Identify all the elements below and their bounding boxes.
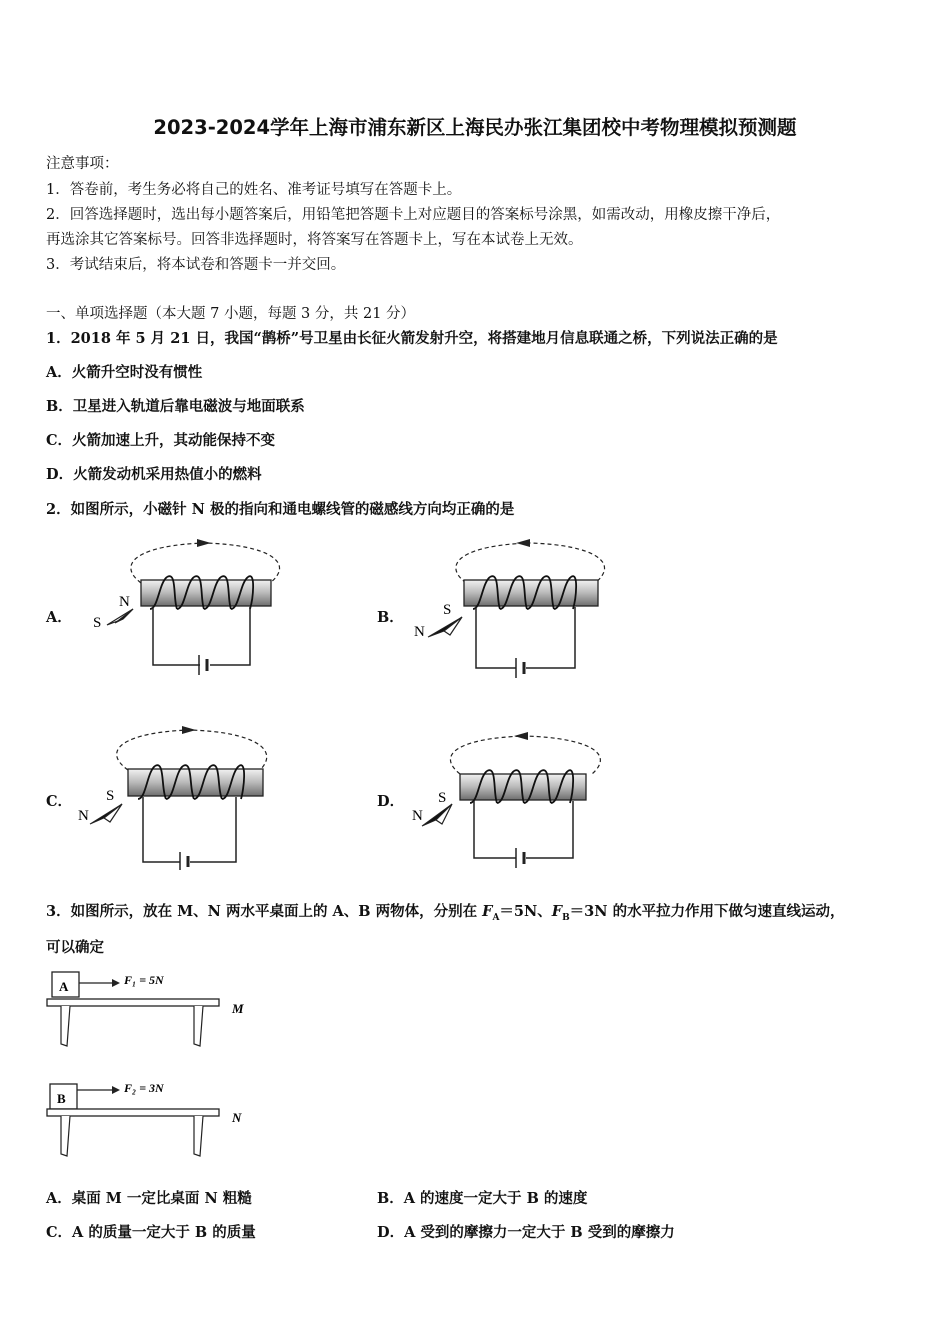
question-2-label-c: C． bbox=[46, 793, 73, 810]
question-2-label-a: A． bbox=[46, 609, 72, 626]
page-title: 2023-2024学年上海市浦东新区上海民办张江集团校中考物理模拟预测题 bbox=[153, 116, 797, 139]
table-m-label: M bbox=[232, 1001, 244, 1016]
table-n-diagram bbox=[44, 1076, 264, 1158]
solenoid-diagram-d bbox=[400, 730, 630, 875]
pole-label-n: N bbox=[78, 808, 89, 824]
pole-label-n: N bbox=[412, 808, 423, 824]
question-1-option-b: B．卫星进入轨道后靠电磁波与地面联系 bbox=[46, 398, 305, 415]
question-3-option-a: A．桌面 M 一定比桌面 N 粗糙 bbox=[46, 1190, 252, 1207]
notice-item: 2．回答选择题时，选出每小题答案后，用铅笔把答题卡上对应题目的答案标号涂黑，如需改动，用橡皮擦干净后， bbox=[46, 207, 781, 223]
question-1-option-d: D．火箭发动机采用热值小的燃料 bbox=[46, 466, 262, 483]
notice-item: 再选涂其它答案标号。回答非选择题时，将答案写在答题卡上，写在本试卷上无效。 bbox=[46, 232, 583, 248]
pole-label-s: S bbox=[438, 790, 447, 806]
question-2-label-b: B． bbox=[377, 609, 404, 626]
force-2-label: F₂ = 3N bbox=[124, 1081, 164, 1095]
table-m-diagram bbox=[44, 968, 264, 1050]
pole-label-s: S bbox=[106, 788, 115, 804]
question-2-label-d: D． bbox=[377, 793, 405, 810]
force-1-label: F₁ = 5N bbox=[124, 973, 164, 987]
question-1-option-c: C．火箭加速上升，其动能保持不变 bbox=[46, 432, 276, 449]
solenoid-diagram-c bbox=[70, 720, 285, 870]
question-3-option-c: C．A 的质量一定大于 B 的质量 bbox=[46, 1224, 256, 1241]
notice-item: 3．考试结束后，将本试卷和答题卡一并交回。 bbox=[46, 257, 346, 273]
section-heading: 一、单项选择题（本大题 7 小题，每题 3 分，共 21 分） bbox=[46, 306, 416, 322]
block-a-label: A bbox=[59, 979, 69, 994]
pole-label-n: N bbox=[414, 624, 425, 640]
table-n-label: N bbox=[232, 1110, 242, 1125]
question-2-stem: 2．如图所示，小磁针 N 极的指向和通电螺线管的磁感线方向均正确的是 bbox=[46, 501, 515, 518]
pole-label-s: S bbox=[443, 602, 452, 618]
notice-item: 1．答卷前，考生务必将自己的姓名、准考证号填写在答题卡上。 bbox=[46, 182, 462, 198]
question-3-stem-continued: 可以确定 bbox=[46, 939, 104, 956]
pole-label-s: S bbox=[93, 615, 102, 631]
question-3-option-d: D．A 受到的摩擦力一定大于 B 受到的摩擦力 bbox=[377, 1224, 675, 1241]
solenoid-diagram-b bbox=[410, 535, 625, 680]
question-3-option-b: B．A 的速度一定大于 B 的速度 bbox=[377, 1190, 588, 1207]
pole-label-n: N bbox=[119, 594, 130, 610]
solenoid-diagram-a bbox=[85, 535, 300, 680]
notice-heading: 注意事项： bbox=[46, 156, 119, 172]
question-1-stem: 1．2018 年 5 月 21 日，我国“鹊桥”号卫星由长征火箭发射升空，将搭建地月信息联通之桥，下列说法正确的是 bbox=[46, 330, 778, 347]
question-3-stem: 3．如图所示，放在 M、N 两水平桌面上的 A、B 两物体，分别在 $F_A=5N$、$F_B=3N$ 的水平拉力作用下做匀速直线运动， bbox=[46, 903, 845, 923]
question-1-option-a: A．火箭升空时没有惯性 bbox=[46, 364, 203, 381]
block-b-label: B bbox=[57, 1091, 66, 1106]
